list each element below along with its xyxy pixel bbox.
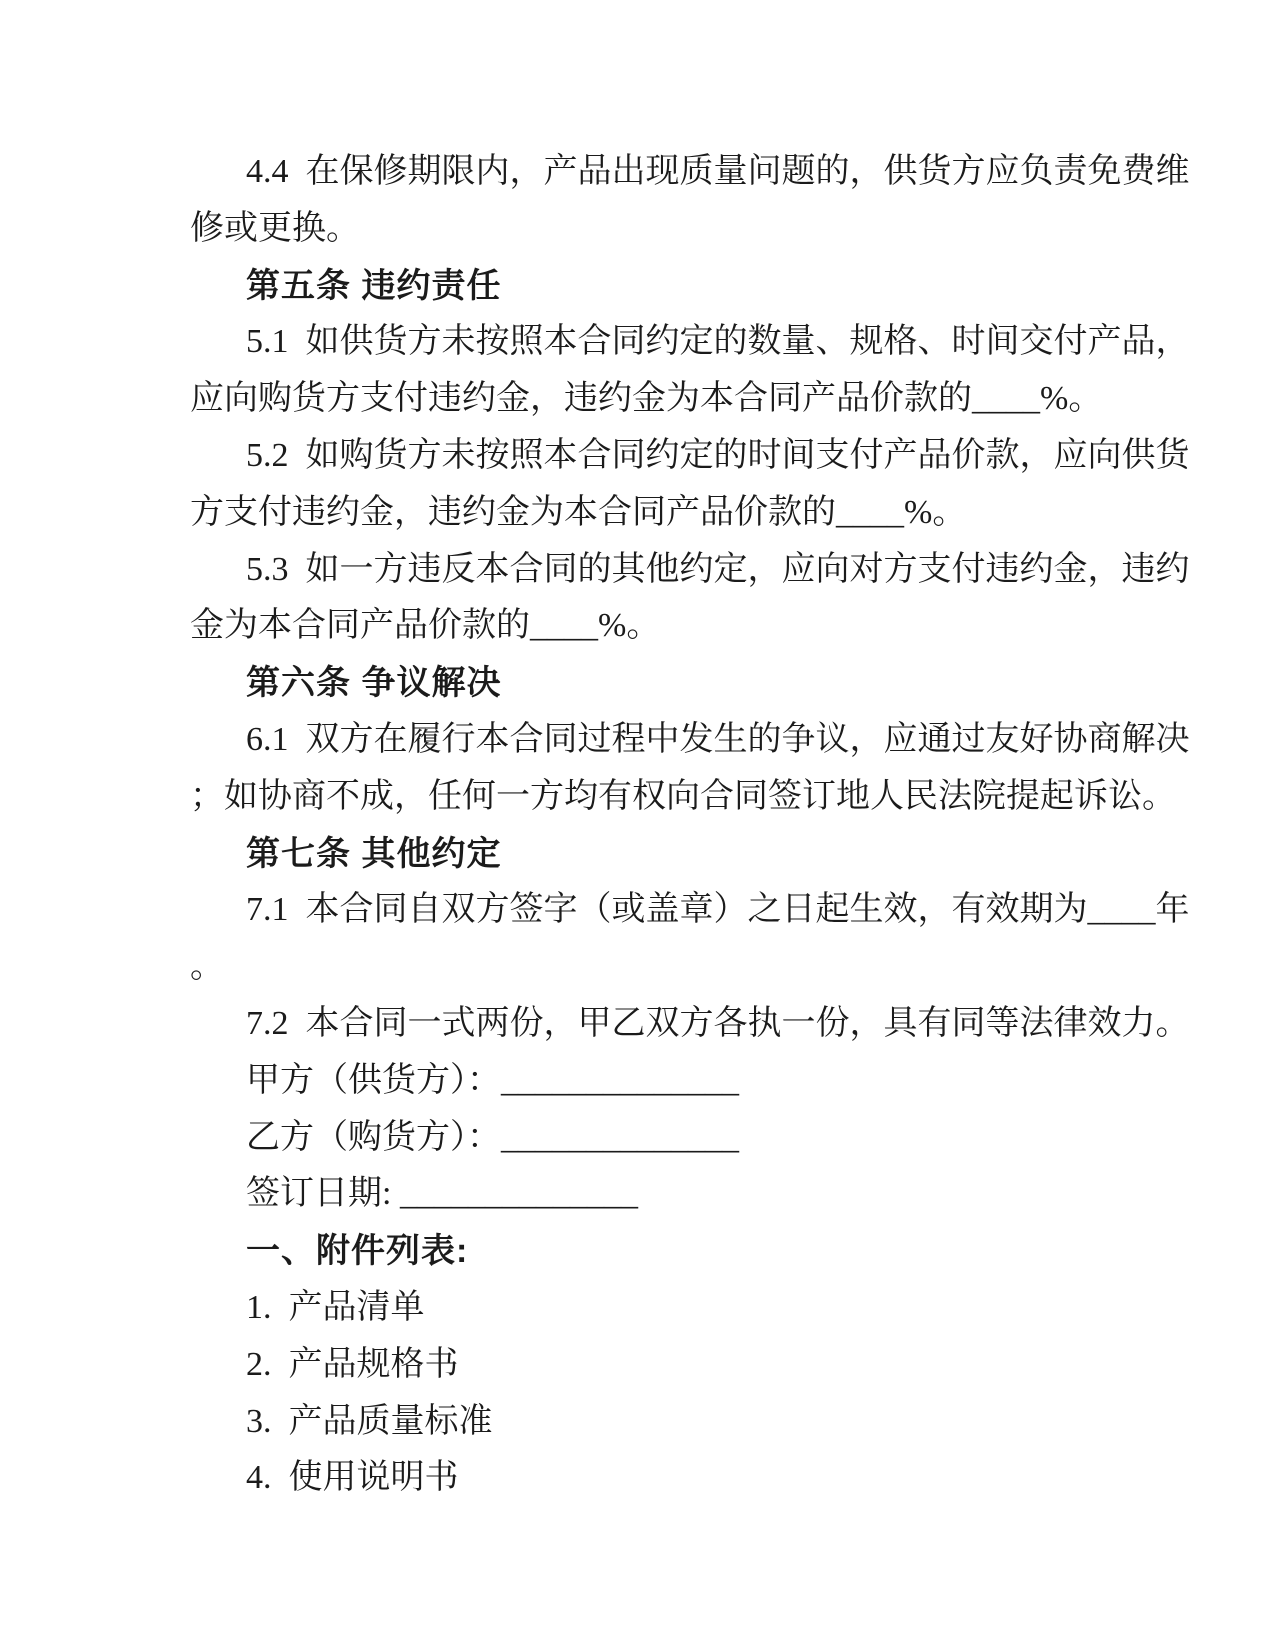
attachment-item-2: 2. 产品规格书 [246, 1345, 459, 1383]
clause-5-1-line-1: 5.1 如供货方未按照本合同约定的数量、规格、时间交付产品， [246, 323, 1190, 361]
clause-5-3-line-2: 金为本合同产品价款的____%。 [190, 607, 661, 645]
contract-body [190, 144, 1190, 1507]
signing-date-line: 签订日期: ______________ [246, 1175, 638, 1213]
heading-article-7: 第七条 其他约定 [246, 834, 502, 873]
clause-5-2-line-2: 方支付违约金，违约金为本合同产品价款的____%。 [190, 493, 967, 531]
attachment-item-3: 3. 产品质量标准 [246, 1402, 493, 1440]
clause-4-4-line-1: 4.4 在保修期限内，产品出现质量问题的，供货方应负责免费维 [246, 153, 1190, 190]
heading-attachment-list: 一、附件列表: [246, 1232, 469, 1271]
clause-7-1-line-1: 7.1 本合同自双方签字（或盖章）之日起生效，有效期为____年 [246, 891, 1190, 929]
clause-6-1-line-1: 6.1 双方在履行本合同过程中发生的争议，应通过友好协商解决 [246, 720, 1190, 758]
attachment-item-4: 4. 使用说明书 [246, 1459, 459, 1497]
clause-5-1-line-2: 应向购货方支付违约金，违约金为本合同产品价款的____%。 [190, 380, 1103, 418]
clause-7-2: 7.2 本合同一式两份，甲乙双方各执一份，具有同等法律效力。 [246, 1004, 1190, 1042]
heading-article-5: 第五条 违约责任 [246, 266, 502, 305]
heading-article-6: 第六条 争议解决 [246, 664, 502, 703]
clause-5-3-line-1: 5.3 如一方违反本合同的其他约定，应向对方支付违约金，违约 [246, 550, 1190, 588]
clause-5-2-line-1: 5.2 如购货方未按照本合同约定的时间支付产品价款，应向供货 [246, 436, 1190, 474]
clause-4-4-line-2: 修或更换。 [190, 209, 360, 247]
party-a-signature-line: 甲方（供货方）：______________ [246, 1061, 739, 1099]
attachment-item-1: 1. 产品清单 [246, 1288, 425, 1326]
clause-6-1-line-2: ；如协商不成，任何一方均有权向合同签订地人民法院提起诉讼。 [190, 777, 1176, 815]
party-b-signature-line: 乙方（购货方）：______________ [246, 1118, 739, 1156]
clause-7-1-line-2: 。 [190, 948, 224, 986]
